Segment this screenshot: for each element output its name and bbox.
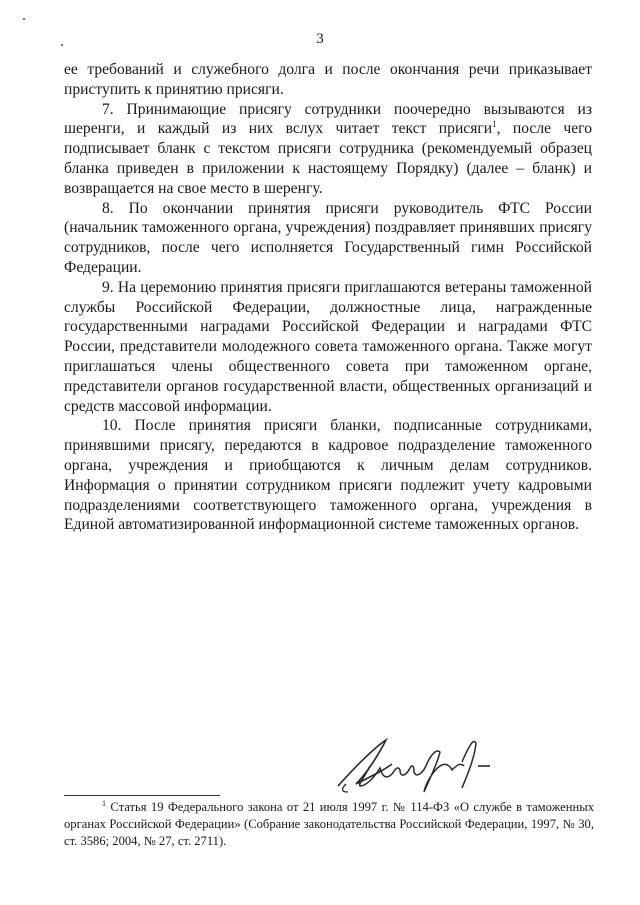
footnote — [64, 799, 594, 851]
footnote-body: Статья 19 Федерального закона от 21 июля 1997 г. № 114-ФЗ «О службе в таможенных органах Российской Федерации» (Собрание законодательства Российской Федерации, 1997, № 30, ст. 3586; 2004, № 27, ст. 2711). — [64, 800, 594, 849]
paragraph-9: 9. На церемонию принятия присяги приглашаются ветераны таможенной службы Российской Федерации, должностные лица, награжденные государственными наградами Российской Федерации и наградами ФТС России, представители молодежного совета таможенного органа. Также могут приглашаться члены общественного совета при таможенном органе, представители органов государственной власти, общественных организаций и средств массовой информации. — [64, 278, 592, 415]
paragraph-10: 10. После принятия присяги бланки, подписанные сотрудниками, принявшими присягу, передаются в кадровое подразделение таможенного органа, учреждения и приобщаются к личным делам сотрудников. Информация о принятии сотрудником присяги подлежит учету кадровыми подразделениями соответствующего таможенного органа, учреждения в Единой автоматизированной информационной системе таможенных органов. — [64, 417, 592, 534]
body-text — [64, 60, 592, 535]
paragraph-continuation: ее требований и служебного долга и после окончания речи приказывает приступить к принятию присяги. — [64, 61, 592, 98]
scan-speck — [23, 18, 25, 20]
footnote-marker: 1 — [102, 798, 106, 808]
page-number: 3 — [316, 31, 324, 47]
footnote-text — [64, 799, 594, 851]
footnote-divider — [64, 795, 220, 796]
footnote-reference: 1 — [492, 119, 497, 130]
paragraph-7 — [64, 100, 592, 199]
paragraph-8: 8. По окончании принятия присяги руководитель ФТС России (начальник таможенного органа, учреждения) поздравляет принявших присягу сотрудников, после чего исполняется Государственный гимн Российской Федерации. — [64, 199, 592, 276]
paragraph-7-text-a: 7. Принимающие присягу сотрудники поочередно вызываются из шеренги, и каждый из них вслух читает текст присяги — [64, 100, 592, 138]
handwritten-signature — [326, 726, 526, 796]
paragraph-7-text-b: , после чего подписывает бланк с текстом присяги сотрудника (рекомендуемый образец бланка приведен в приложении к настоящему Порядку) (далее – бланк) и возвращается на свое место в шеренгу. — [64, 120, 592, 197]
